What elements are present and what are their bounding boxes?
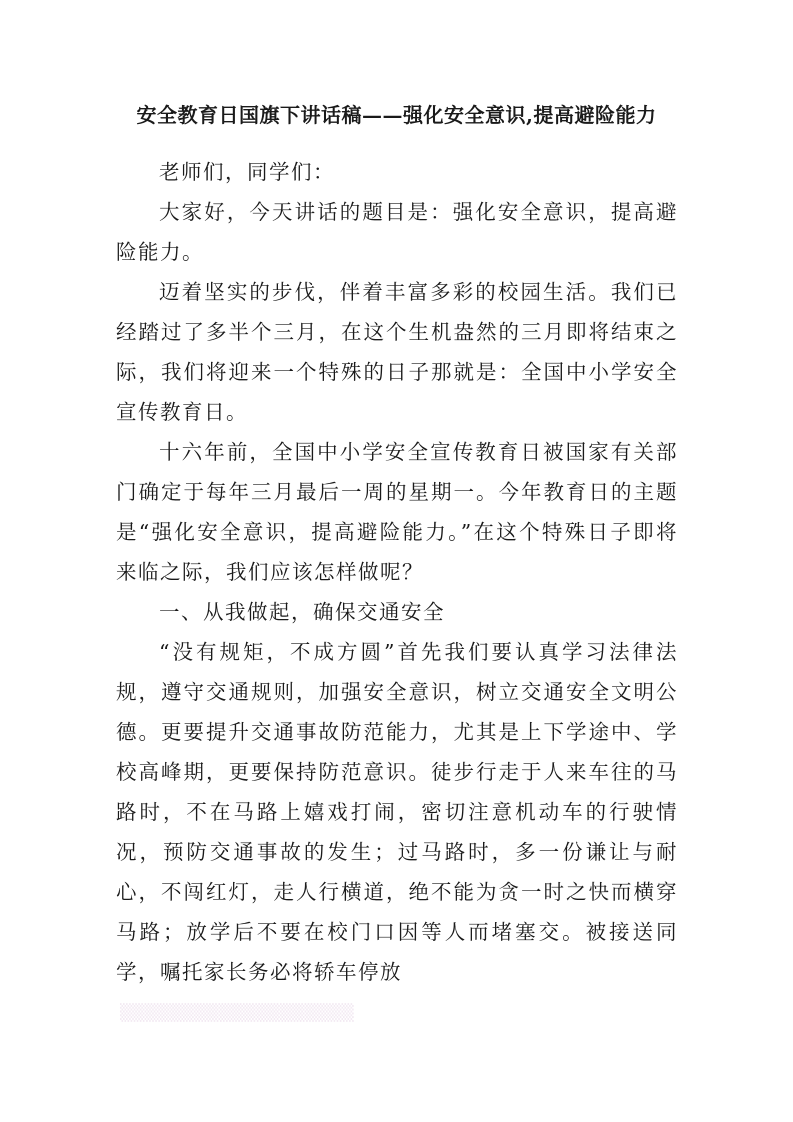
paragraph-history: 十六年前，全国中小学安全宣传教育日被国家有关部门确定于每年三月最后一周的星期一。今年教育日的主题是“强化安全意识，提高避险能力。”在这个特殊日子即将来临之际，我们应该怎样做呢？ — [116, 440, 678, 584]
watermark-text: ▒▒▒▒▒▒▒▒▒▒▒▒▒▒▒▒▒▒▒ — [120, 1003, 354, 1022]
paragraph-greeting: 老师们，同学们： — [159, 160, 336, 184]
document-body — [116, 152, 678, 992]
paragraph-topic: 大家好，今天讲话的题目是：强化安全意识，提高避险能力。 — [116, 200, 678, 264]
paragraph-traffic: “没有规矩，不成方圆”首先我们要认真学习法律法规，遵守交通规则，加强安全意识，树立交通安全文明公德。更要提升交通事故防范能力，尤其是上下学途中、学校高峰期，更要保持防范意识。徒步行走于人来车往的马路时，不在马路上嬉戏打闹，密切注意机动车的行驶情况，预防交通事故的发生；过马路时，多一份谦让与耐心，不闯红灯，走人行横道，绝不能为贪一时之快而横穿马路；放学后不要在校门口因等人而堵塞交。被接送同学，嘱托家长务必将轿车停放 — [116, 640, 678, 984]
section-heading-traffic: 一、从我做起，确保交通安全 — [159, 600, 446, 624]
paragraph-intro: 迈着坚实的步伐，伴着丰富多彩的校园生活。我们已经踏过了多半个三月，在这个生机盎然的三月即将结束之际，我们将迎来一个特殊的日子那就是：全国中小学安全宣传教育日。 — [116, 280, 678, 424]
document-title: 安全教育日国旗下讲话稿——强化安全意识,提高避险能力 — [136, 103, 657, 127]
